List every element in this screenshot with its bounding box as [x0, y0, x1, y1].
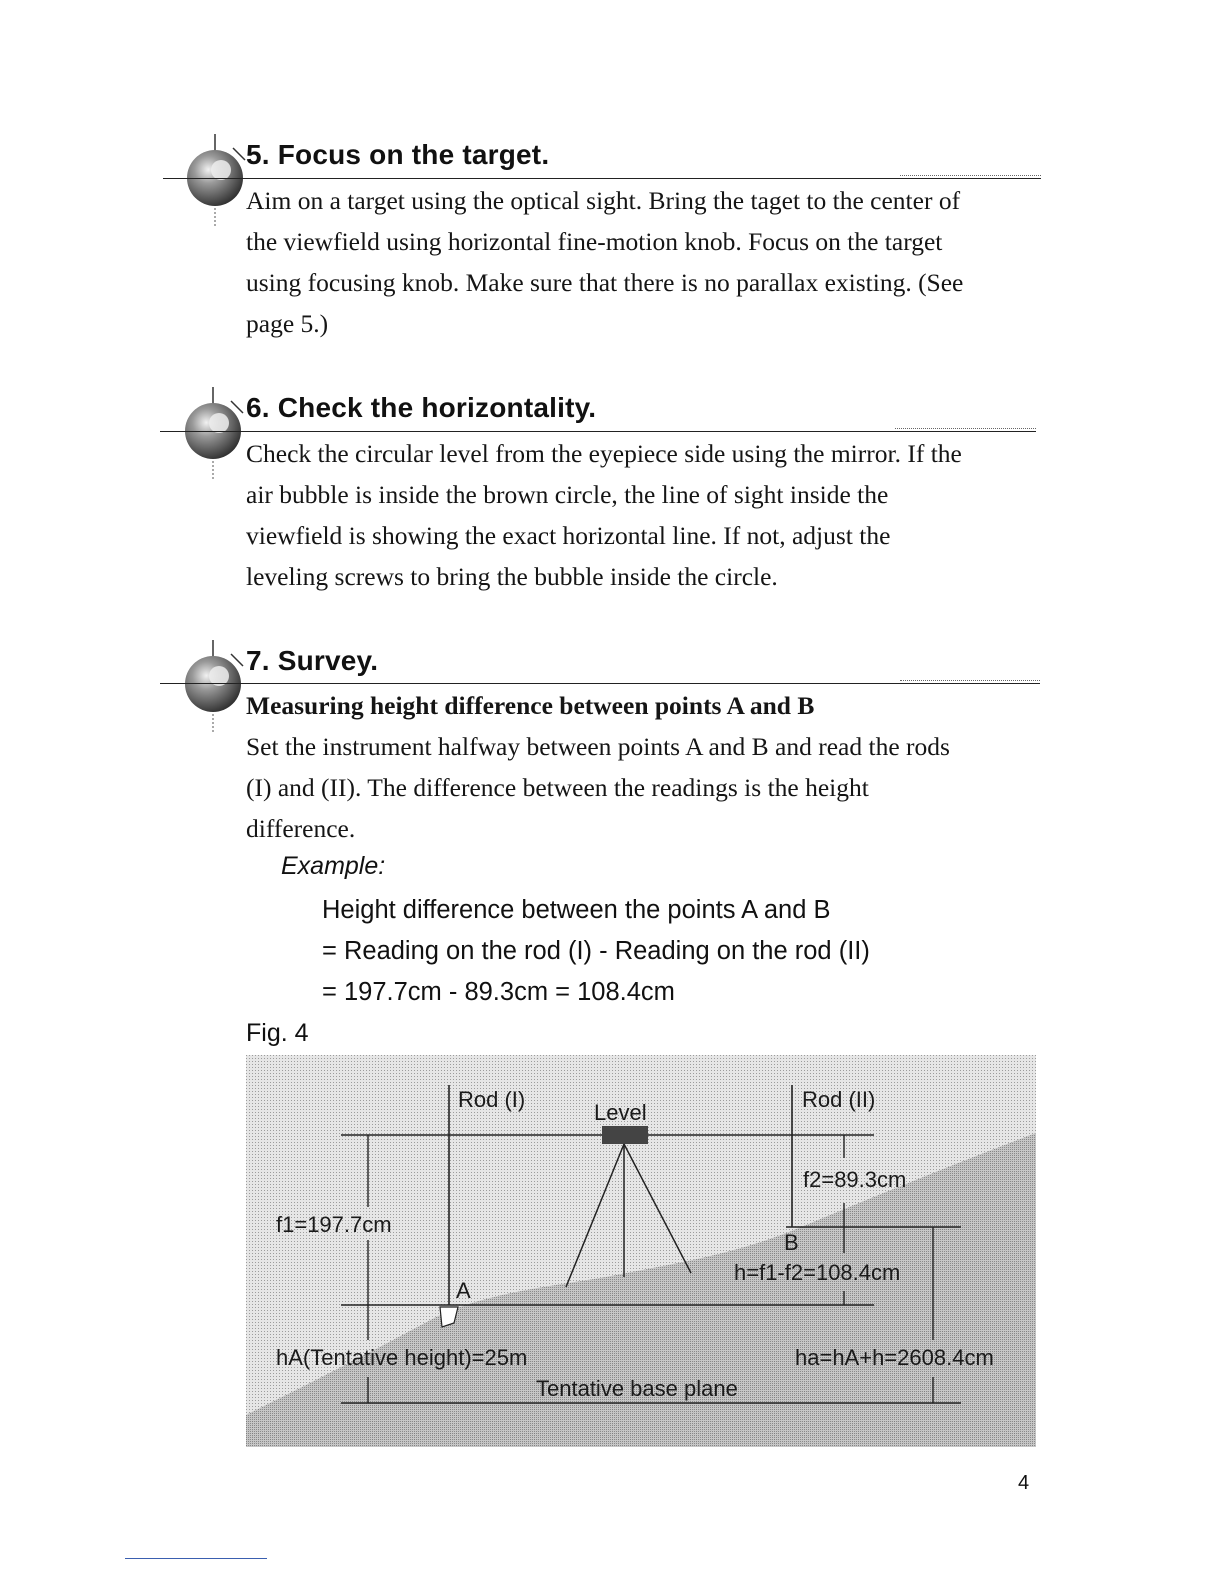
- heading-rule: [160, 431, 1036, 432]
- body-line: leveling screws to bring the bubble inside the circle.: [246, 562, 778, 591]
- heading-rule: [160, 683, 1040, 684]
- heading-rule-dots: [900, 680, 1040, 681]
- base-plane-label: Tentative base plane: [536, 1376, 738, 1401]
- body-line: viewfield is showing the exact horizontal line. If not, adjust the: [246, 521, 891, 550]
- f2-label: f2=89.3cm: [803, 1167, 907, 1192]
- example-line: = Reading on the rod (I) - Reading on the rod (II): [322, 937, 870, 965]
- page-number: 4: [1018, 1472, 1030, 1494]
- level-label: Level: [594, 1100, 647, 1125]
- disc-bullet-icon: [163, 130, 253, 230]
- disc-bullet-icon: [161, 636, 251, 736]
- ha-label: ha=hA+h=2608.4cm: [795, 1345, 994, 1370]
- example-line: Height difference between the points A and B: [322, 896, 831, 924]
- body-line: the viewfield using horizontal fine-motion knob. Focus on the target: [246, 227, 943, 256]
- ha-tentative-label: hA(Tentative height)=25m: [276, 1345, 528, 1370]
- h-label: h=f1-f2=108.4cm: [734, 1260, 901, 1285]
- body-line: Set the instrument halfway between points A and B and read the rods: [246, 732, 950, 761]
- body-line: air bubble is inside the brown circle, the line of sight inside the: [246, 480, 889, 509]
- body-line: difference.: [246, 814, 356, 843]
- section-heading: 5. Focus on the target.: [246, 139, 550, 170]
- section-heading: 6. Check the horizontality.: [246, 392, 597, 423]
- figure-label: Fig. 4: [246, 1019, 309, 1047]
- heading-rule-dots: [900, 175, 1041, 176]
- section-heading: 7. Survey.: [246, 645, 379, 676]
- disc-bullet-icon: [161, 383, 251, 483]
- section-body: [246, 433, 1046, 597]
- body-line: using focusing knob. Make sure that there is no parallax existing. (See: [246, 268, 964, 297]
- section-body: [246, 180, 1046, 344]
- body-line: Check the circular level from the eyepiece side using the mirror. If the: [246, 439, 962, 468]
- point-a-label: A: [456, 1278, 471, 1303]
- example-line: = 197.7cm - 89.3cm = 108.4cm: [322, 978, 675, 1006]
- footer-line: [125, 1558, 267, 1559]
- heading-rule: [163, 178, 1041, 179]
- body-line: (I) and (II). The difference between the readings is the height: [246, 773, 869, 802]
- body-line: page 5.): [246, 309, 329, 338]
- point-b-label: B: [784, 1230, 799, 1255]
- f1-label: f1=197.7cm: [276, 1212, 392, 1237]
- rod-i-label: Rod (I): [458, 1087, 526, 1112]
- level-instrument: [602, 1126, 648, 1144]
- example-label: Example:: [281, 852, 386, 880]
- heading-rule-dots: [895, 428, 1036, 429]
- section-subheading: Measuring height difference between points A and B: [246, 691, 815, 720]
- body-line: Aim on a target using the optical sight. Bring the taget to the center of: [246, 186, 961, 215]
- survey-diagram: [246, 1055, 1036, 1447]
- rod-ii-label: Rod (II): [802, 1087, 876, 1112]
- survey-diagram-svg: [246, 1055, 1036, 1447]
- section-body: [246, 685, 1046, 849]
